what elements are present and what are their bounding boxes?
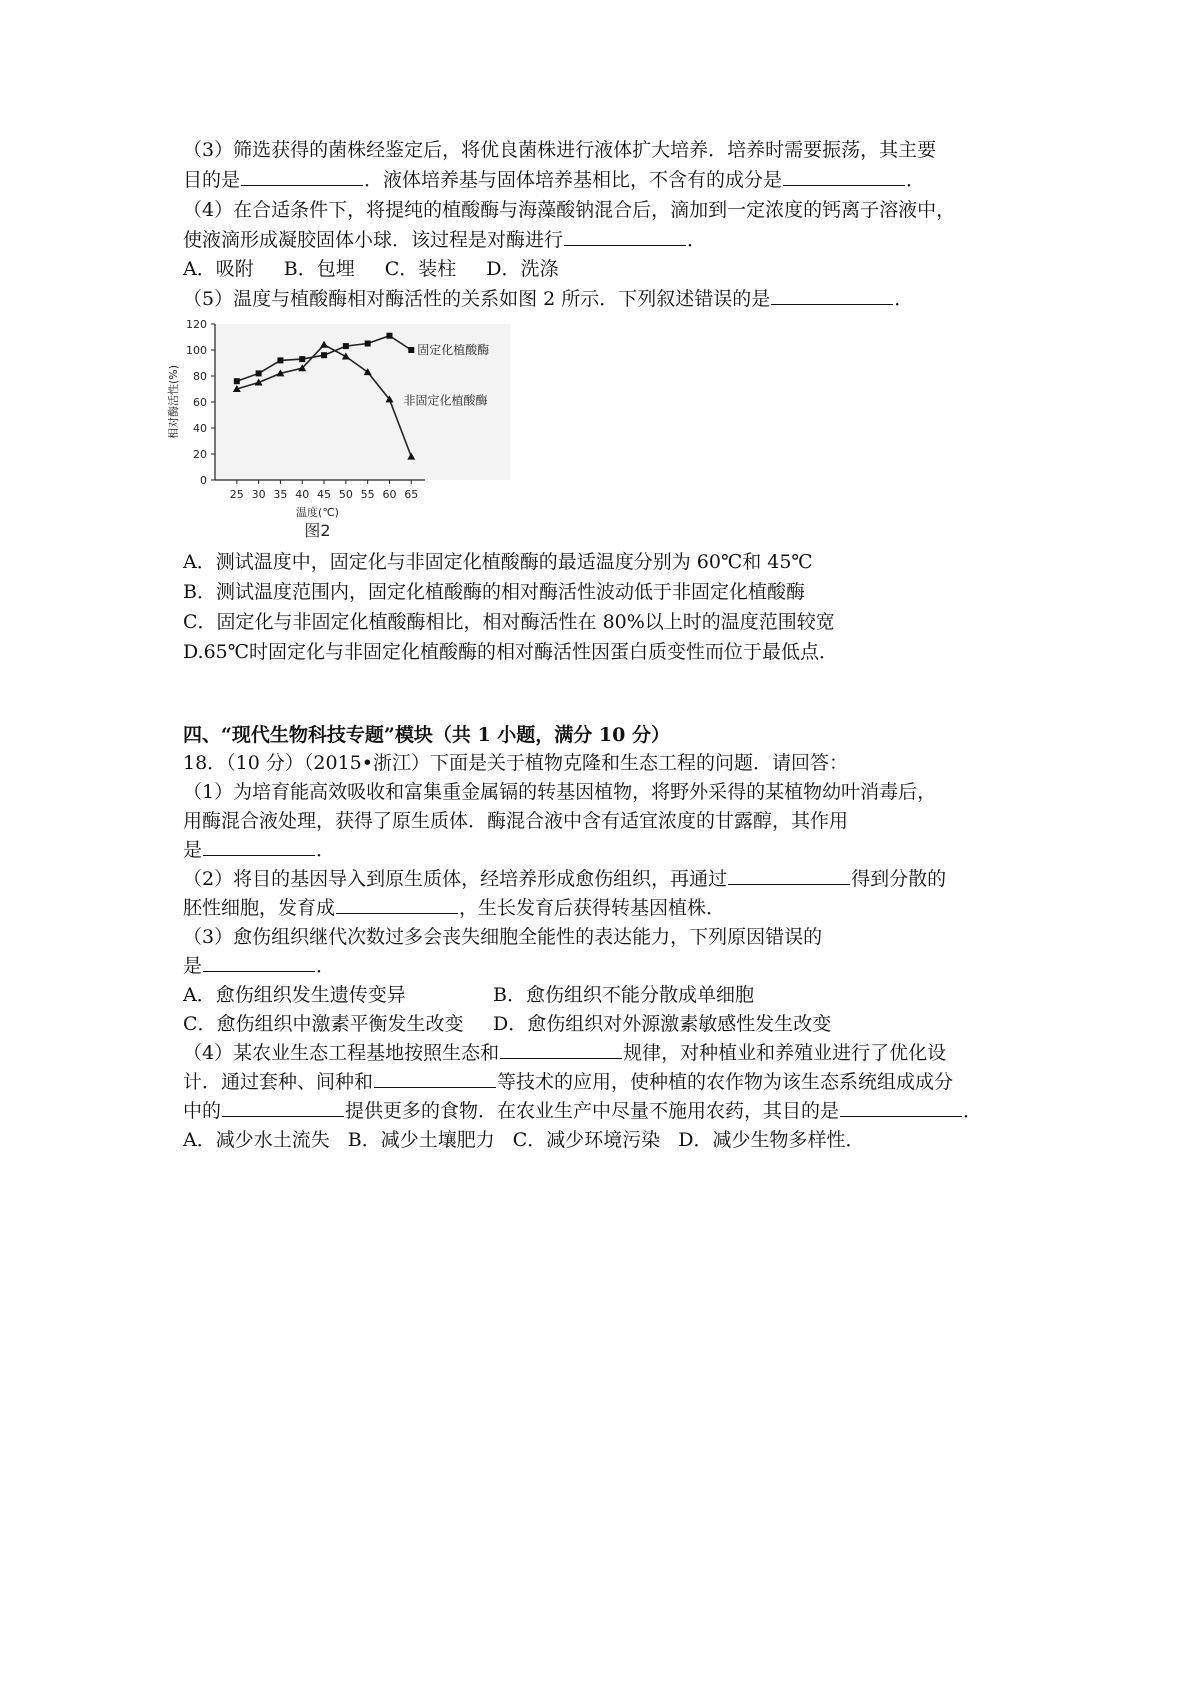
q17-p4-line1: （4）在合适条件下，将提纯的植酸酶与海藻酸钠混合后，滴加到一定浓度的钙离子溶液中， — [183, 199, 956, 221]
data-point — [343, 343, 349, 349]
x-tick-label: 25 — [229, 488, 244, 501]
option-d: D．减少生物多样性． — [678, 1129, 865, 1151]
text: 目的是 — [183, 169, 241, 191]
q18-p2-line1 — [183, 865, 1033, 893]
text: （5）温度与植酸酶相对酶活性的关系如图 2 所示．下列叙述错误的是 — [183, 288, 771, 310]
option-b: B．减少土壤肥力 — [347, 1129, 495, 1151]
option-a: A．吸附 — [183, 258, 254, 280]
answer-blank — [336, 895, 458, 914]
x-tick-label: 30 — [251, 488, 266, 501]
text: ． — [963, 1100, 983, 1122]
text: ． — [906, 169, 926, 191]
q17-p5-option-b: B．测试温度范围内，固定化植酸酶的相对酶活性波动低于非固定化植酸酶 — [183, 581, 805, 603]
q17-p3-line1: （3）筛选获得的菌株经鉴定后，将优良菌株进行液体扩大培养．培养时需要振荡，其主要 — [183, 139, 937, 161]
answer-blank — [771, 286, 893, 305]
q18-p3-line2 — [183, 952, 1033, 980]
text: ． — [687, 229, 707, 251]
option-a: A．愈伤组织发生遗传变异 — [183, 984, 406, 1006]
option-b: B．愈伤组织不能分散成单细胞 — [493, 984, 754, 1006]
data-point — [321, 352, 327, 358]
q17-p5-option-d: D.65℃时固定化与非固定化植酸酶的相对酶活性因蛋白质变性而位于最低点． — [183, 641, 839, 663]
y-tick-label: 120 — [186, 318, 207, 331]
q18-p3-options-ab — [183, 981, 1033, 1009]
answer-blank — [564, 227, 686, 246]
text: ，生长发育后获得转基因植株． — [459, 897, 726, 919]
x-tick-label: 60 — [382, 488, 397, 501]
enzyme-activity-chart — [160, 316, 520, 546]
option-c: C．装柱 — [384, 258, 457, 280]
q18-intro: 18．（10 分）（2015•浙江）下面是关于植物克隆和生态工程的问题．请回答： — [183, 752, 848, 774]
data-point — [386, 333, 392, 339]
data-point — [299, 356, 305, 362]
q17-p4-options — [183, 255, 1033, 283]
answer-blank — [374, 1069, 496, 1088]
answer-blank — [241, 167, 363, 186]
q17-p3-line2 — [183, 166, 1033, 194]
option-d: D．愈伤组织对外源激素敏感性发生改变 — [493, 1013, 832, 1035]
y-tick-label: 40 — [193, 422, 207, 435]
option-a: A．减少水土流失 — [183, 1129, 330, 1151]
q17-p5-line1 — [183, 285, 1033, 313]
answer-blank — [203, 837, 315, 856]
series-label-1: 固定化植酸酶 — [417, 343, 490, 357]
x-tick-label: 40 — [295, 488, 310, 501]
text: ． — [316, 839, 336, 861]
y-tick-label: 60 — [193, 396, 207, 409]
option-b: B．包埋 — [283, 258, 355, 280]
answer-blank — [222, 1098, 344, 1117]
text: （4）某农业生态工程基地按照生态和 — [183, 1042, 500, 1064]
q18-p4-line2 — [183, 1068, 1033, 1096]
answer-blank — [728, 866, 850, 885]
text: （2）将目的基因导入到原生质体，经培养形成愈伤组织，再通过 — [183, 868, 728, 890]
text: 中的 — [183, 1100, 222, 1122]
text: 使液滴形成凝胶固体小球．该过程是对酶进行 — [183, 229, 564, 251]
y-tick-label: 80 — [193, 370, 207, 383]
q18-p1-line1: （1）为培育能高效吸收和富集重金属镉的转基因植物，将野外采得的某植物幼叶消毒后， — [183, 781, 937, 803]
y-tick-label: 0 — [200, 474, 207, 487]
y-axis-label: 相对酶活性(%) — [167, 364, 180, 440]
q17-p5-option-a: A．测试温度中，固定化与非固定化植酸酶的最适温度分别为 60℃和 45℃ — [183, 551, 813, 573]
x-tick-label: 50 — [338, 488, 353, 501]
x-tick-label: 65 — [404, 488, 419, 501]
x-tick-label: 55 — [360, 488, 375, 501]
q18-p2-line2 — [183, 894, 1033, 922]
data-point — [277, 357, 283, 363]
text: ． — [316, 955, 336, 977]
data-point — [256, 370, 262, 376]
text: 是 — [183, 839, 203, 861]
answer-blank — [840, 1098, 962, 1117]
option-c: C．愈伤组织中激素平衡发生改变 — [183, 1013, 464, 1035]
x-axis-label: 温度(℃) — [296, 506, 339, 519]
text: 提供更多的食物．在农业生产中尽量不施用农药，其目的是 — [345, 1100, 840, 1122]
text: 胚性细胞，发育成 — [183, 897, 336, 919]
answer-blank — [783, 167, 905, 186]
data-point — [408, 347, 414, 353]
q18-p3-line1: （3）愈伤组织继代次数过多会丧失细胞全能性的表达能力，下列原因错误的 — [183, 926, 823, 948]
answer-blank — [500, 1040, 622, 1059]
text: 计．通过套种、间种和 — [183, 1071, 374, 1093]
text: 是 — [183, 955, 203, 977]
q18-p1-line2: 用酶混合液处理，获得了原生质体．酶混合液中含有适宜浓度的甘露醇，其作用 — [183, 810, 849, 832]
x-tick-label: 35 — [273, 488, 288, 501]
y-tick-label: 100 — [186, 344, 207, 357]
text: 等技术的应用，使种植的农作物为该生态系统组成成分 — [497, 1071, 954, 1093]
series-label-2: 非固定化植酸酶 — [403, 393, 488, 408]
text: ． — [894, 288, 914, 310]
text: 得到分散的 — [851, 868, 947, 890]
section-heading: 四、“现代生物科技专题”模块（共 1 小题，满分 10 分） — [183, 724, 670, 746]
q17-p4-line2 — [183, 226, 1033, 254]
x-tick-label: 45 — [317, 488, 332, 501]
q18-p4-line1 — [183, 1039, 1033, 1067]
option-d: D．洗涤 — [486, 258, 559, 280]
q18-p4-line3 — [183, 1097, 1033, 1125]
q18-p1-line3 — [183, 836, 1033, 864]
q17-p5-option-c: C．固定化与非固定化植酸酶相比，相对酶活性在 80%以上时的温度范围较宽 — [183, 611, 835, 633]
y-tick-label: 20 — [193, 448, 207, 461]
answer-blank — [203, 953, 315, 972]
figure-caption: 图2 — [304, 521, 331, 540]
q18-p4-options — [183, 1126, 1033, 1154]
q18-p3-options-cd — [183, 1010, 1033, 1038]
text: 规律，对种植业和养殖业进行了优化设 — [623, 1042, 947, 1064]
data-point — [234, 378, 240, 384]
text: ．液体培养基与固体培养基相比，不含有的成分是 — [364, 169, 783, 191]
option-c: C．减少环境污染 — [512, 1129, 661, 1151]
data-point — [365, 341, 371, 347]
